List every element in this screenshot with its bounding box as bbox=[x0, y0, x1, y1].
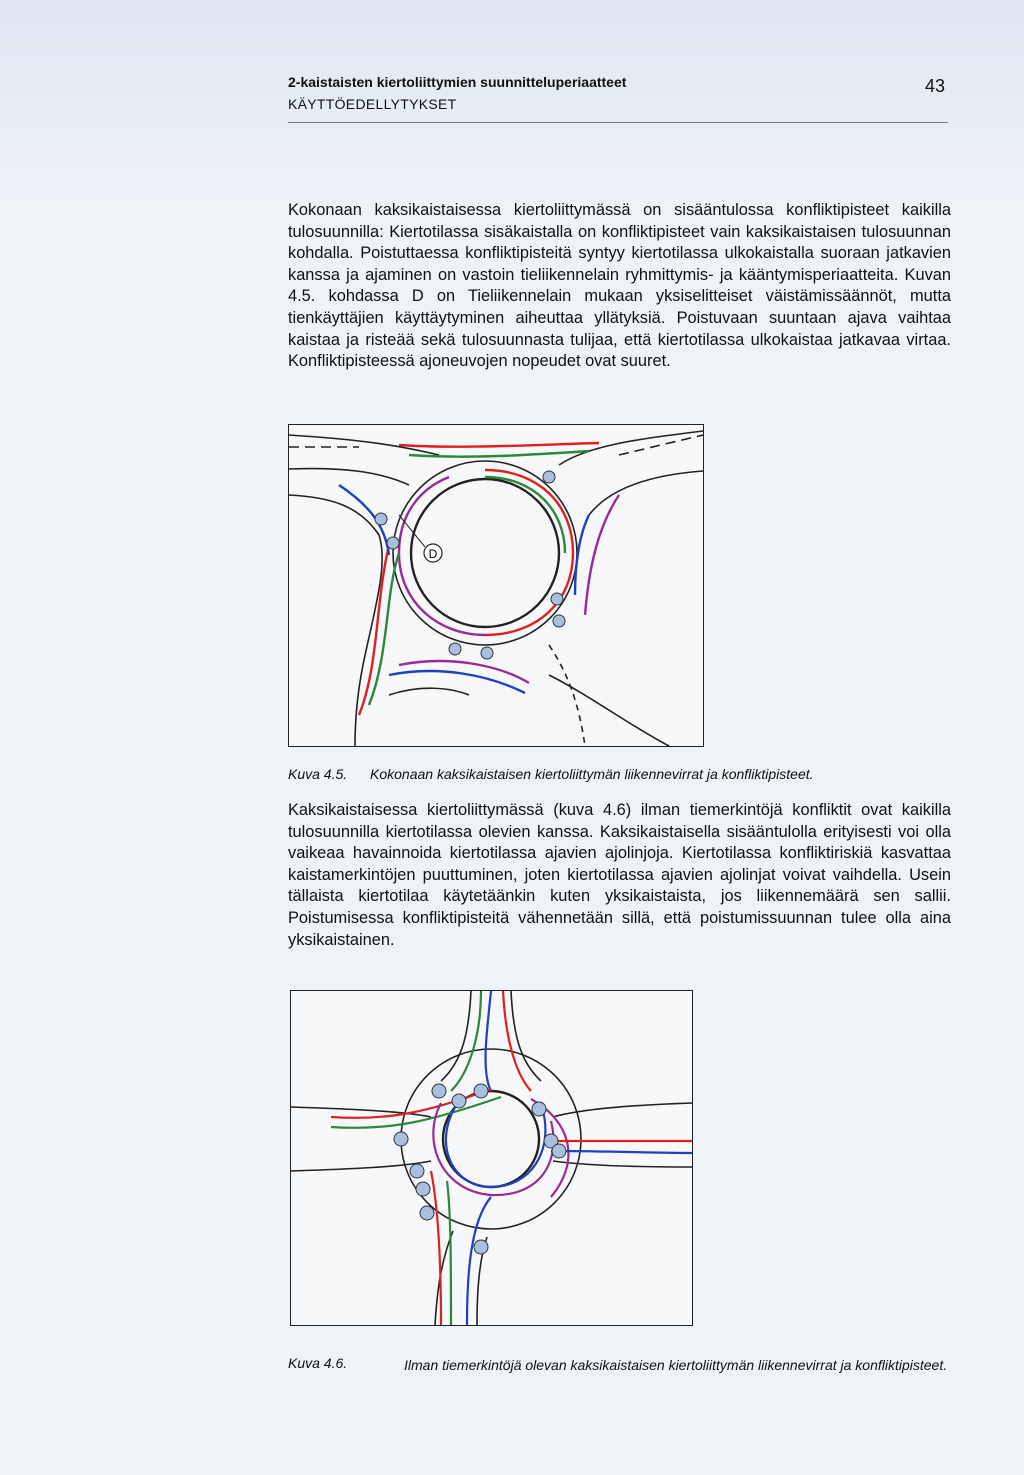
figure-4-6-caption-text: Ilman tiemerkintöjä olevan kaksikaistaisen kiertoliittymän liikennevirrat ja konfliktipisteet. bbox=[404, 1357, 948, 1373]
figure-4-5-drawing bbox=[289, 425, 703, 746]
header-divider bbox=[288, 122, 948, 123]
page-number: 43 bbox=[925, 76, 946, 96]
running-header-title: 2-kaistaisten kiertoliittymien suunnitteluperiaatteet bbox=[288, 74, 627, 90]
body-paragraph-2: Kaksikaistaisessa kiertoliittymässä (kuva 4.6) ilman tiemerkintöjä konfliktit ovat kaikilla tulosuunnilla kiertotilassa olevien kanssa. Kaksikaistaisella sisääntulolla erityisesti voi olla vaikeaa havainnoida kiertotilassa ajavien ajolinjoja. Kiertotilassa konfliktiriskiä kasvattaa kaistamerkintöjen puuttuminen, joten kiertotilassa ajavien ajolinjat voivat vaihdella. Usein tällaista kiertotilaa käytetäänkin kuten yksikaistaista, jos liikennemäärä sen sallii. Poistumisessa konfliktipisteitä vähennetään sillä, että poistumissuunnan tulee olla aina yksikaistainen. bbox=[288, 801, 951, 949]
figure-4-6-roundabout-diagram bbox=[290, 990, 693, 1326]
figure-4-6-caption-number: Kuva 4.6. bbox=[288, 1355, 348, 1371]
conflict-marker-d-label: D bbox=[428, 547, 438, 561]
running-header-section: KÄYTTÖEDELLYTYKSET bbox=[288, 96, 457, 112]
figure-4-5-roundabout-diagram bbox=[288, 424, 704, 747]
figure-4-5-caption-number: Kuva 4.5. bbox=[288, 766, 348, 782]
body-paragraph-1: Kokonaan kaksikaistaisessa kiertoliittymässä on sisääntulossa konfliktipisteet kaikilla tulosuunnilla: Kiertotilassa sisäkaistalla on konfliktipisteet vain kaksikaistaisen tulosuunnan kohdalla. Poistuttaessa konfliktipisteitä syntyy kiertotilassa ulkokaistalla suoraan jatkavien kanssa ja ajaminen on vastoin tieliikennelain ryhmittymis- ja kääntymisperiaatteita. Kuvan 4.5. kohdassa D on Tieliikennelain mukaan yksiselitteiset väistämissäännöt, mutta tienkäyttäjien käyttäytyminen aiheuttaa yllätyksiä. Poistuvaan suuntaan ajava vaihtaa kaistaa ja risteää sekä tulosuunnasta tulijaa, että kiertotilassa ulkokaistaa jatkavaa virtaa. Konfliktipisteessä ajoneuvojen nopeudet ovat suuret. bbox=[288, 201, 951, 371]
figure-4-6-drawing bbox=[291, 991, 692, 1325]
figure-4-5-caption-text: Kokonaan kaksikaistaisen kiertoliittymän liikennevirrat ja konfliktipisteet. bbox=[370, 766, 814, 782]
